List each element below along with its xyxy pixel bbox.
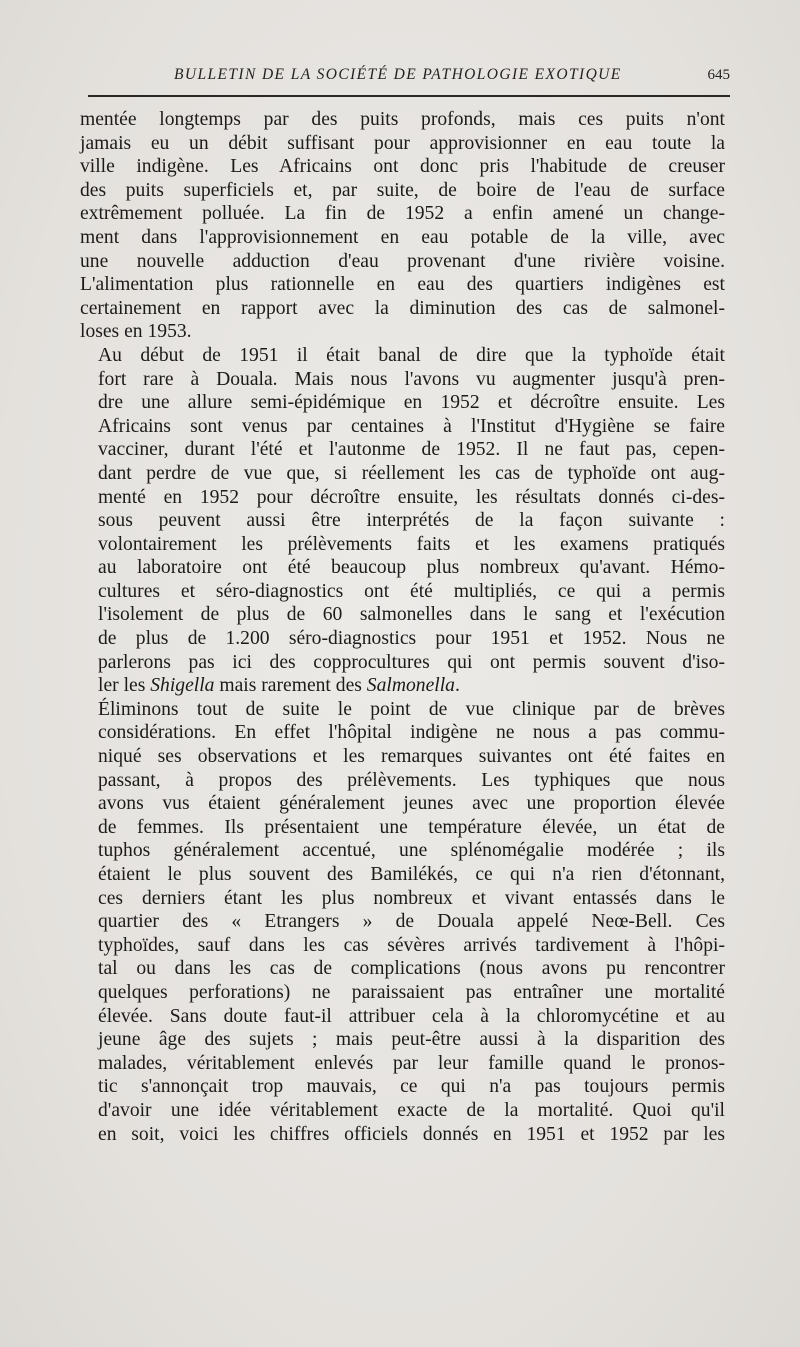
text-line: dre une allure semi-épidémique en 1952 et décroître ensuite. Les	[98, 392, 725, 414]
text-line: typhoïdes, sauf dans les cas sévères arrivés tardivement à l'hôpi-	[98, 934, 725, 956]
genus-shigella: Shigella	[150, 675, 215, 697]
text-line: tal ou dans les cas de complications (nous avons pu rencontrer	[98, 958, 725, 980]
text-line: de plus de 1.200 séro-diagnostics pour 1951 et 1952. Nous ne	[98, 628, 725, 650]
text-line: niqué ses observations et les remarques suivantes ont été faites en	[98, 746, 725, 768]
text-run: .	[454, 675, 460, 697]
paragraph-2	[80, 344, 725, 698]
text-line: ment dans l'approvisionnement en eau potable de la ville, avec	[80, 226, 725, 248]
text-line: élevée. Sans doute faut-il attribuer cela à la chloromycétine et au	[98, 1005, 725, 1027]
text-line: jeune âge des sujets ; mais peut-être aussi à la disparition des	[98, 1029, 725, 1051]
text-line: cultures et séro-diagnostics ont été multipliés, ce qui a permis	[98, 580, 725, 602]
text-line: loses en 1953.	[80, 321, 192, 343]
text-line: quelques perforations) ne paraissaient pas entraîner une mortalité	[98, 981, 725, 1003]
text-line: Africains sont venus par centaines à l'Institut d'Hygiène se faire	[98, 415, 725, 437]
text-line: ville indigène. Les Africains ont donc pris l'habitude de creuser	[80, 156, 725, 178]
text-line: une nouvelle adduction d'eau provenant d'une rivière voisine.	[80, 250, 725, 272]
text-line: quartier des « Etrangers » de Douala appelé Neœ-Bell. Ces	[98, 911, 725, 933]
article-body	[80, 108, 725, 1146]
text-line: L'alimentation plus rationnelle en eau des quartiers indigènes est	[80, 274, 725, 296]
text-run: mais rarement des	[214, 675, 367, 697]
text-line: certainement en rapport avec la diminution des cas de salmonel-	[80, 297, 725, 319]
text-line: en soit, voici les chiffres officiels donnés en 1951 et 1952 par les	[98, 1123, 725, 1145]
running-header	[88, 66, 730, 92]
paragraph-3	[80, 698, 725, 1146]
text-line: avons vus étaient généralement jeunes avec une proportion élevée	[98, 793, 725, 815]
text-line: Au début de 1951 il était banal de dire que la typhoïde était	[98, 344, 725, 366]
text-line: malades, véritablement enlevés par leur famille quand le pronos-	[98, 1052, 725, 1074]
text-line: ces derniers étant les plus nombreux et vivant entassés dans le	[98, 887, 725, 909]
text-line: vacciner, durant l'été et l'autonme de 1952. Il ne faut pas, cepen-	[98, 439, 725, 461]
text-line: l'isolement de plus de 60 salmonelles dans le sang et l'exécution	[98, 604, 725, 626]
text-line: sous peuvent aussi être interprétés de la façon suivante :	[98, 510, 725, 532]
paragraph-1	[80, 108, 725, 344]
text-line: au laboratoire ont été beaucoup plus nombreux qu'avant. Hémo-	[98, 557, 725, 579]
journal-title: BULLETIN DE LA SOCIÉTÉ DE PATHOLOGIE EXOTIQUE	[174, 66, 622, 83]
text-line: extrêmement polluée. La fin de 1952 a enfin amené un change-	[80, 203, 725, 225]
text-line: jamais eu un débit suffisant pour approvisionner en eau toute la	[80, 132, 725, 154]
text-line: de femmes. Ils présentaient une température élevée, un état de	[98, 816, 725, 838]
text-line: mentée longtemps par des puits profonds, mais ces puits n'ont	[80, 109, 725, 130]
text-line: fort rare à Douala. Mais nous l'avons vu augmenter jusqu'à pren-	[98, 368, 725, 390]
text-line: dant perdre de vue que, si réellement les cas de typhoïde ont aug-	[98, 462, 725, 484]
text-line-mixed	[80, 674, 725, 698]
text-line: considérations. En effet l'hôpital indigène ne nous a pas commu-	[98, 722, 725, 744]
page-number: 645	[707, 67, 730, 83]
text-line: tic s'annonçait trop mauvais, ce qui n'a pas toujours permis	[98, 1076, 725, 1098]
text-line: tuphos généralement accentué, une splénomégalie modérée ; ils	[98, 840, 725, 862]
text-line: Éliminons tout de suite le point de vue clinique par de brèves	[98, 698, 725, 720]
text-line: étaient le plus souvent des Bamilékés, ce qui n'a rien d'étonnant,	[98, 864, 725, 885]
text-line: d'avoir une idée véritablement exacte de la mortalité. Quoi qu'il	[98, 1099, 725, 1121]
text-run: ler les	[98, 675, 151, 697]
text-line: parlerons pas ici des copprocultures qui ont permis souvent d'iso-	[98, 651, 725, 673]
text-line: passant, à propos des prélèvements. Les typhiques que nous	[98, 769, 725, 791]
genus-salmonella: Salmonella	[366, 675, 455, 697]
text-line: menté en 1952 pour décroître ensuite, les résultats donnés ci-des-	[98, 486, 725, 508]
header-rule	[88, 95, 730, 97]
text-line: des puits superficiels et, par suite, de boire de l'eau de surface	[80, 179, 725, 201]
text-line: volontairement les prélèvements faits et les examens pratiqués	[98, 533, 725, 555]
